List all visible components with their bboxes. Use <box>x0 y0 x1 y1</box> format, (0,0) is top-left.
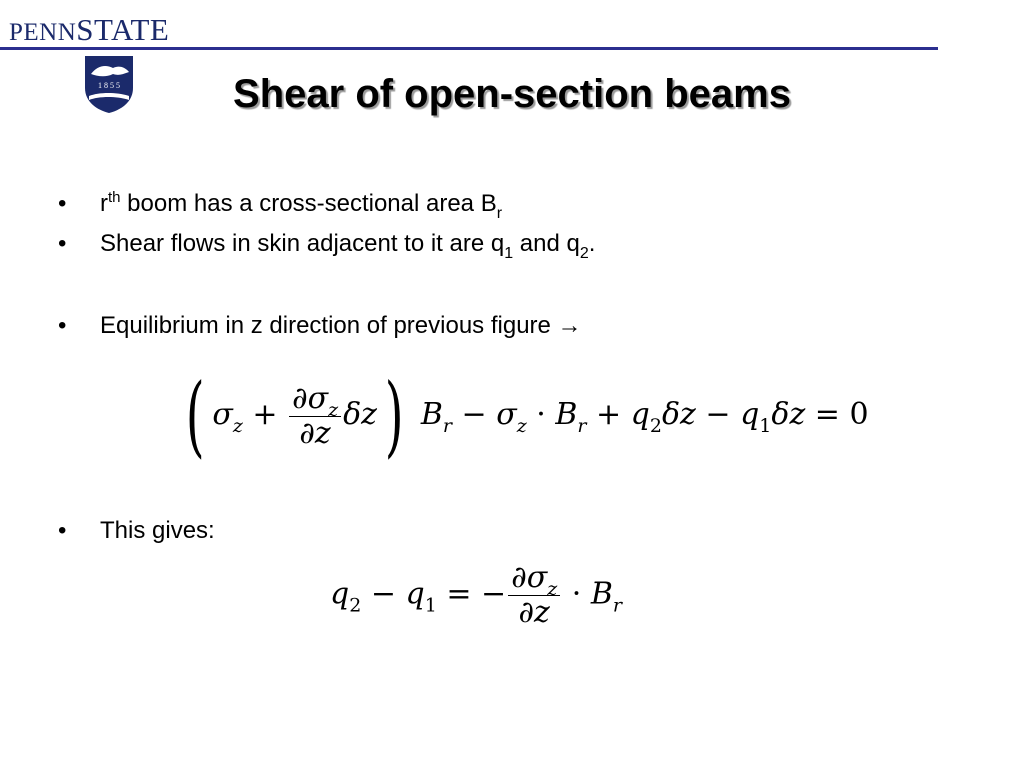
frac-num: ∂σ <box>511 560 548 595</box>
sub-1: 1 <box>759 415 772 437</box>
sigma-z-2: σ <box>496 397 517 432</box>
bullet-dot: • <box>58 190 67 217</box>
bullet-th: th <box>108 189 121 206</box>
minus: − <box>361 576 406 612</box>
header-rule <box>0 47 938 50</box>
result-equation <box>330 560 622 630</box>
equals-minus: = − <box>436 576 507 612</box>
pennstate-logo-text <box>9 14 169 45</box>
brand-part2: STATE <box>76 12 170 47</box>
plus: + <box>242 397 288 432</box>
q2: q <box>630 397 650 432</box>
frac-num-sub: z <box>547 578 558 600</box>
frac-den: ∂z <box>299 415 331 451</box>
bullet-equilibrium <box>58 311 582 341</box>
bullet-dot: • <box>58 517 67 544</box>
bullet-dot: • <box>58 312 67 339</box>
bullet-sub-1: 1 <box>504 245 514 262</box>
sub-r: r <box>442 415 452 437</box>
sub-1: 1 <box>424 594 437 617</box>
bullet-text: This gives: <box>100 517 215 544</box>
right-arrow-icon: → <box>557 312 582 339</box>
q1: q <box>405 576 425 612</box>
frac-num: ∂σ <box>292 380 329 416</box>
sub-z: z <box>232 415 243 437</box>
equals-zero: = 0 <box>805 397 869 432</box>
bullet-text: Equilibrium in z direction of previous figure <box>100 312 558 339</box>
delta-z-3: δz <box>771 397 806 432</box>
right-paren: ) <box>384 364 404 467</box>
B: B <box>590 576 613 612</box>
sub-r: r <box>612 594 622 617</box>
slide-title: Shear of open-section beams <box>233 72 791 116</box>
shield-year: 1 8 5 5 <box>98 81 120 90</box>
bullet-text-c: . <box>588 230 596 257</box>
sub-2: 2 <box>649 415 662 437</box>
cdot: · <box>526 397 556 432</box>
partial-fraction <box>508 560 560 630</box>
q2: q <box>330 576 350 612</box>
bullet-text: boom has a cross-sectional area B <box>120 190 497 217</box>
bullet-sub-r: r <box>496 205 503 222</box>
plus-2: + <box>586 397 631 432</box>
sigma-z: σ <box>212 397 233 432</box>
q1: q <box>740 397 760 432</box>
bullet-boom-area <box>58 189 503 222</box>
bullet-text-b: and q <box>513 230 580 257</box>
minus: − <box>451 397 497 432</box>
frac-den: ∂z <box>518 595 550 630</box>
sub-z-2: z <box>516 415 527 437</box>
frac-num-sub: z <box>328 398 339 421</box>
brand-part1: PENN <box>9 19 77 46</box>
delta-z: δz <box>343 397 377 432</box>
sub-r-2: r <box>577 415 587 437</box>
cdot: · <box>562 576 591 612</box>
left-paren: ( <box>185 364 205 467</box>
bullet-sub-2: 2 <box>579 245 589 262</box>
bullet-r: r <box>100 190 108 217</box>
delta-z-2: δz <box>661 397 696 432</box>
B-2: B <box>555 397 578 432</box>
equilibrium-equation <box>178 364 869 467</box>
B: B <box>420 397 443 432</box>
sub-2: 2 <box>349 594 362 617</box>
minus-2: − <box>695 397 741 432</box>
bullet-dot: • <box>58 230 67 257</box>
bullet-shear-flows <box>58 229 596 262</box>
bullet-text-a: Shear flows in skin adjacent to it are q <box>100 230 505 257</box>
partial-fraction <box>289 380 341 451</box>
bullet-this-gives <box>58 516 215 546</box>
